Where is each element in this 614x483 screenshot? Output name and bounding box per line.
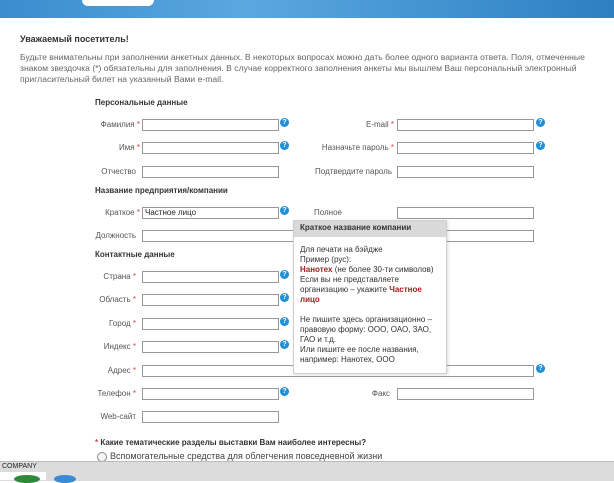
city-input[interactable] (142, 318, 279, 330)
banner-tab (82, 0, 154, 6)
intro-text: Будьте внимательны при заполнении анкетных данных. В некоторых вопросах можно дать более одного варианта ответа. Поля, отмеченные знаком звездочка (*) обязательны для заполнения. В случае корректного заполнения анкеты мы вышлем Ваш персональный электронный пригласительный билет на указанный Вами e-mail. (20, 52, 585, 84)
tooltip-line: например: Нанотех, ООО (300, 355, 395, 364)
country-input[interactable] (142, 271, 279, 283)
section-company-title: Название предприятия/компании (95, 186, 228, 195)
tooltip-line: Нанотех (не более 30-ти символов) (300, 265, 434, 274)
tooltip-title: Краткое название компании (294, 221, 446, 237)
tooltip-body (294, 237, 446, 365)
section-contacts-title: Контактные данные (95, 250, 175, 259)
tooltip-line: Если вы не представляете (300, 275, 399, 284)
zip-help-icon[interactable]: ? (280, 340, 289, 349)
phone-label: Телефон * (97, 389, 136, 398)
page-greeting: Уважаемый посетитель! (20, 34, 129, 44)
phone-input[interactable] (142, 388, 279, 400)
status-company-text: COMPANY (2, 463, 37, 470)
firstname-input[interactable] (142, 142, 279, 154)
taskbar-browser-icon[interactable] (54, 475, 76, 483)
fax-input[interactable] (397, 388, 534, 400)
password-label: Назначьте пароль * (321, 143, 394, 152)
lastname-label: Фамилия * (100, 120, 140, 129)
country-label: Страна * (103, 272, 136, 281)
email-input[interactable] (397, 119, 534, 131)
city-help-icon[interactable]: ? (280, 317, 289, 326)
tooltip-line: ГАО и т.д. (300, 335, 336, 344)
lastname-input[interactable] (142, 119, 279, 131)
position-label: Должность (95, 231, 136, 240)
short-name-input[interactable]: Частное лицо (142, 207, 279, 219)
email-label: E-mail * (365, 120, 394, 129)
password-confirm-input[interactable] (397, 166, 534, 178)
taskbar-app-icon[interactable] (14, 475, 40, 483)
short-name-help-icon[interactable]: ? (280, 206, 289, 215)
address-help-icon[interactable]: ? (536, 364, 545, 373)
tooltip-line: Пример (рус): (300, 255, 352, 264)
tooltip-line: Или пишите ее после названия, (300, 345, 419, 354)
firstname-help-icon[interactable]: ? (280, 141, 289, 150)
email-help-icon[interactable]: ? (536, 118, 545, 127)
website-input[interactable] (142, 411, 279, 423)
top-banner (0, 0, 614, 18)
region-input[interactable] (142, 294, 279, 306)
tooltip-line: лицо (300, 295, 320, 304)
tooltip-line: организацию – укажите Частное (300, 285, 422, 294)
interest-question: * Какие тематические разделы выставки Вам наиболее интересны? (95, 438, 367, 447)
section-personal-title: Персональные данные (95, 98, 188, 107)
zip-input[interactable] (142, 341, 279, 353)
city-label: Город * (109, 319, 136, 328)
tooltip-line: Не пишите здесь организационно – (300, 315, 432, 324)
tooltip-line: правовую форму: ООО, ОАО, ЗАО, (300, 325, 432, 334)
region-help-icon[interactable]: ? (280, 293, 289, 302)
tooltip-line: Для печати на бэйдже (300, 245, 383, 254)
phone-help-icon[interactable]: ? (280, 387, 289, 396)
zip-label: Индекс * (103, 342, 136, 351)
password-input[interactable] (397, 142, 534, 154)
short-name-label: Краткое * (105, 208, 140, 217)
firstname-label: Имя * (119, 143, 140, 152)
website-label: Web-сайт (100, 412, 136, 421)
password-confirm-label: Подтвердите пароль (315, 167, 392, 176)
help-tooltip (293, 220, 447, 374)
address-label: Адрес * (107, 366, 136, 375)
password-help-icon[interactable]: ? (536, 141, 545, 150)
middlename-input[interactable] (142, 166, 279, 178)
full-name-label: Полное (313, 208, 342, 217)
full-name-input[interactable] (397, 207, 534, 219)
status-bar (0, 461, 614, 481)
fax-label: Факс (371, 389, 390, 398)
middlename-label: Отчество (101, 167, 136, 176)
country-help-icon[interactable]: ? (280, 270, 289, 279)
interest-option-label: Вспомогательные средства для облегчения повседневной жизни (110, 451, 383, 461)
lastname-help-icon[interactable]: ? (280, 118, 289, 127)
region-label: Область * (99, 295, 136, 304)
